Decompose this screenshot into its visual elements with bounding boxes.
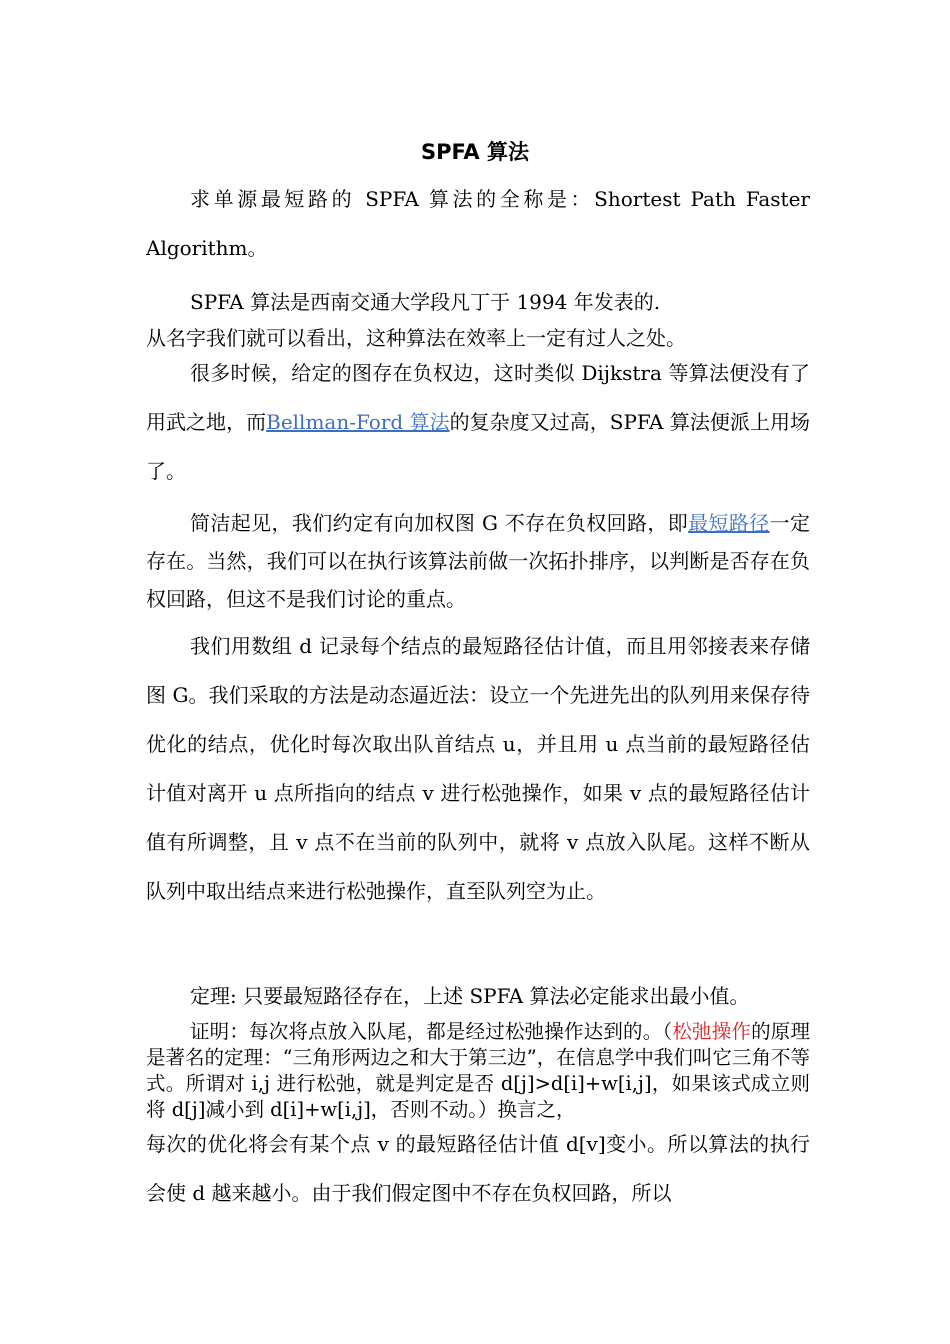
paragraph-intro: 求单源最短路的 SPFA 算法的全称是：Shortest Path Faster Algorithm。 — [146, 187, 810, 260]
paragraph-assumption-text-post: 一定存在。当然，我们可以在执行该算法前做一次拓扑排序，以判断是否存在负权回路，但这不是我们讨论的重点。 — [146, 511, 811, 611]
paragraph-theorem: 定理: 只要最短路径存在，上述 SPFA 算法必定能求出最小值。 — [190, 984, 750, 1008]
page-title: SPFA 算法 — [420, 140, 529, 164]
paragraph-history-line2: 从名字我们就可以看出，这种算法在效率上一定有过人之处。 — [146, 326, 686, 350]
paragraph-motivation-text-pre: 很多时候，给定的图存在负权边，这时类似 Dijkstra 等算法便没有了用武之地，而 — [146, 361, 810, 434]
bellman-ford-link[interactable]: Bellman-Ford 算法 — [266, 410, 450, 434]
paragraph-proof-text-post: 的原理是著名的定理：“三角形两边之和大于第三边”，在信息学中我们叫它三角不等式。所谓对 i,j 进行松弛，就是判定是否 d[j]>d[i]+w[i,j]，如果该式成立则将 d[j]减小到 d[i]+w[i,j]，否则不动。）换言之， — [146, 1020, 810, 1121]
paragraph-history — [146, 284, 810, 356]
shortest-path-link[interactable]: 最短路径 — [688, 511, 770, 535]
paragraph-proof — [146, 1019, 810, 1123]
paragraph-method: 我们用数组 d 记录每个结点的最短路径估计值，而且用邻接表来存储图 G。我们采取的方法是动态逼近法：设立一个先进先出的队列用来保存待优化的结点，优化时每次取出队首结点 u，并且用 u 点当前的最短路径估计值对离开 u 点所指向的结点 v 进行松弛操作，如果 v 点的最短路径估计值有所调整，且 v 点不在当前的队列中，就将 v 点放入队尾。这样不断从队列中取出结点来进行松弛操作，直至队列空为止。 — [146, 634, 810, 903]
paragraph-assumption-text-pre: 简洁起见，我们约定有向加权图 G 不存在负权回路，即 — [190, 511, 689, 535]
paragraph-motivation — [146, 349, 810, 496]
relaxation-highlight: 松弛操作 — [672, 1020, 752, 1043]
paragraph-proof-continued: 每次的优化将会有某个点 v 的最短路径估计值 d[v]变小。所以算法的执行会使 d 越来越小。由于我们假定图中不存在负权回路，所以 — [146, 1132, 810, 1205]
paragraph-proof-text-pre: 证明：每次将点放入队尾，都是经过松弛操作达到的。（ — [190, 1020, 673, 1043]
paragraph-motivation-text-post: 的复杂度又过高，SPFA 算法便派上用场了。 — [146, 410, 810, 483]
paragraph-assumption — [146, 504, 810, 618]
paragraph-history-line1: SPFA 算法是西南交通大学段凡丁于 1994 年发表的. — [190, 290, 661, 314]
